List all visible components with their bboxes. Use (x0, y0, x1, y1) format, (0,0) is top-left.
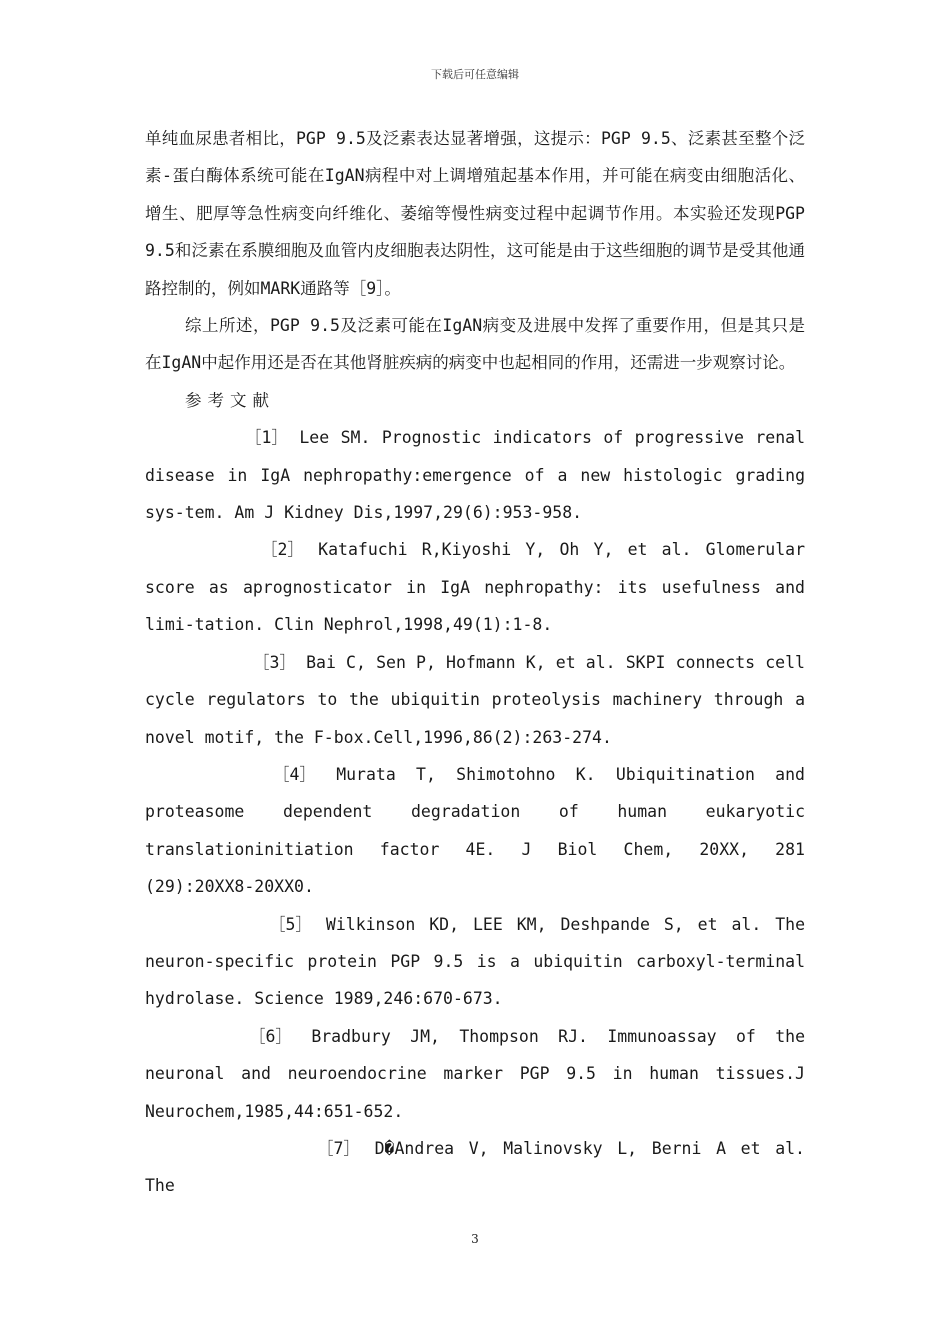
reference-text: Wilkinson KD, LEE KM, Deshpande S, et al. The neuron-specific protein PGP 9.5 is a ubiquitin carboxyl-terminal hydrolase. Science 1989,246:670-673. (145, 914, 805, 1009)
reference-text: Bradbury JM, Thompson RJ. Immunoassay of the neuronal and neuroendocrine marker PGP 9.5 in human tissues.J Neurochem,1985,44:651-652. (145, 1026, 805, 1121)
reference-text: Katafuchi R,Kiyoshi Y, Oh Y, et al. Glomerular score as aprognosticator in IgA nephropathy: its usefulness and limi-tation. Clin Nephrol,1998,49(1):1-8. (145, 540, 805, 635)
reference-text: Murata T, Shimotohno K. Ubiquitination and proteasome dependent degradation of human eukaryotic translationinitiation factor 4E. J Biol Chem, 20XX, 281 (29):20XX8-20XX0. (145, 764, 805, 897)
reference-item (145, 756, 805, 906)
reference-text: D�Andrea V, Malinovsky L, Berni A et al. The (145, 1138, 805, 1196)
reference-number: ［1］ (245, 428, 288, 448)
reference-item (145, 906, 805, 1018)
reference-number: ［4］ (273, 764, 316, 784)
reference-number: ［2］ (261, 540, 304, 560)
body-paragraph: 单纯血尿患者相比，PGP 9.5及泛素表达显著增强，这提示：PGP 9.5、泛素甚至整个泛素-蛋白酶体系统可能在IgAN病程中对上调增殖起基本作用，并可能在病变由细胞活化、增生、肥厚等急性病变向纤维化、萎缩等慢性病变过程中起调节作用。本实验还发现PGP 9.5和泛素在系膜细胞及血管内皮细胞表达阴性，这可能是由于这些细胞的调节是受其他通路控制的，例如MARK通路等［9］。 (145, 129, 805, 298)
reference-item (145, 1018, 805, 1130)
reference-number: ［7］ (317, 1138, 360, 1158)
reference-item (145, 419, 805, 531)
document-body (145, 120, 805, 1205)
reference-number: ［3］ (253, 652, 296, 672)
reference-list (145, 419, 805, 1205)
reference-number: ［5］ (269, 914, 312, 934)
reference-text: Bai C, Sen P, Hofmann K, et al. SKPI connects cell cycle regulators to the ubiquitin proteolysis machinery through a novel motif, the F-box.Cell,1996,86(2):263-274. (145, 652, 805, 747)
references-heading: 参考文献 (185, 390, 275, 410)
reference-text: Lee SM. Prognostic indicators of progressive renal disease in IgA nephropathy:emergence of a new histologic grading sys-tem. Am J Kidney Dis,1997,29(6):953-958. (145, 428, 805, 523)
reference-number: ［6］ (249, 1026, 292, 1046)
reference-item (145, 1130, 805, 1205)
page-number: 3 (471, 1232, 479, 1246)
page-header: 下载后可任意编辑 (431, 68, 519, 81)
reference-item (145, 531, 805, 643)
reference-item (145, 644, 805, 756)
body-paragraph: 综上所述，PGP 9.5及泛素可能在IgAN病变及进展中发挥了重要作用，但是其只是在IgAN中起作用还是否在其他肾脏疾病的病变中也起相同的作用，还需进一步观察讨论。 (145, 316, 805, 373)
